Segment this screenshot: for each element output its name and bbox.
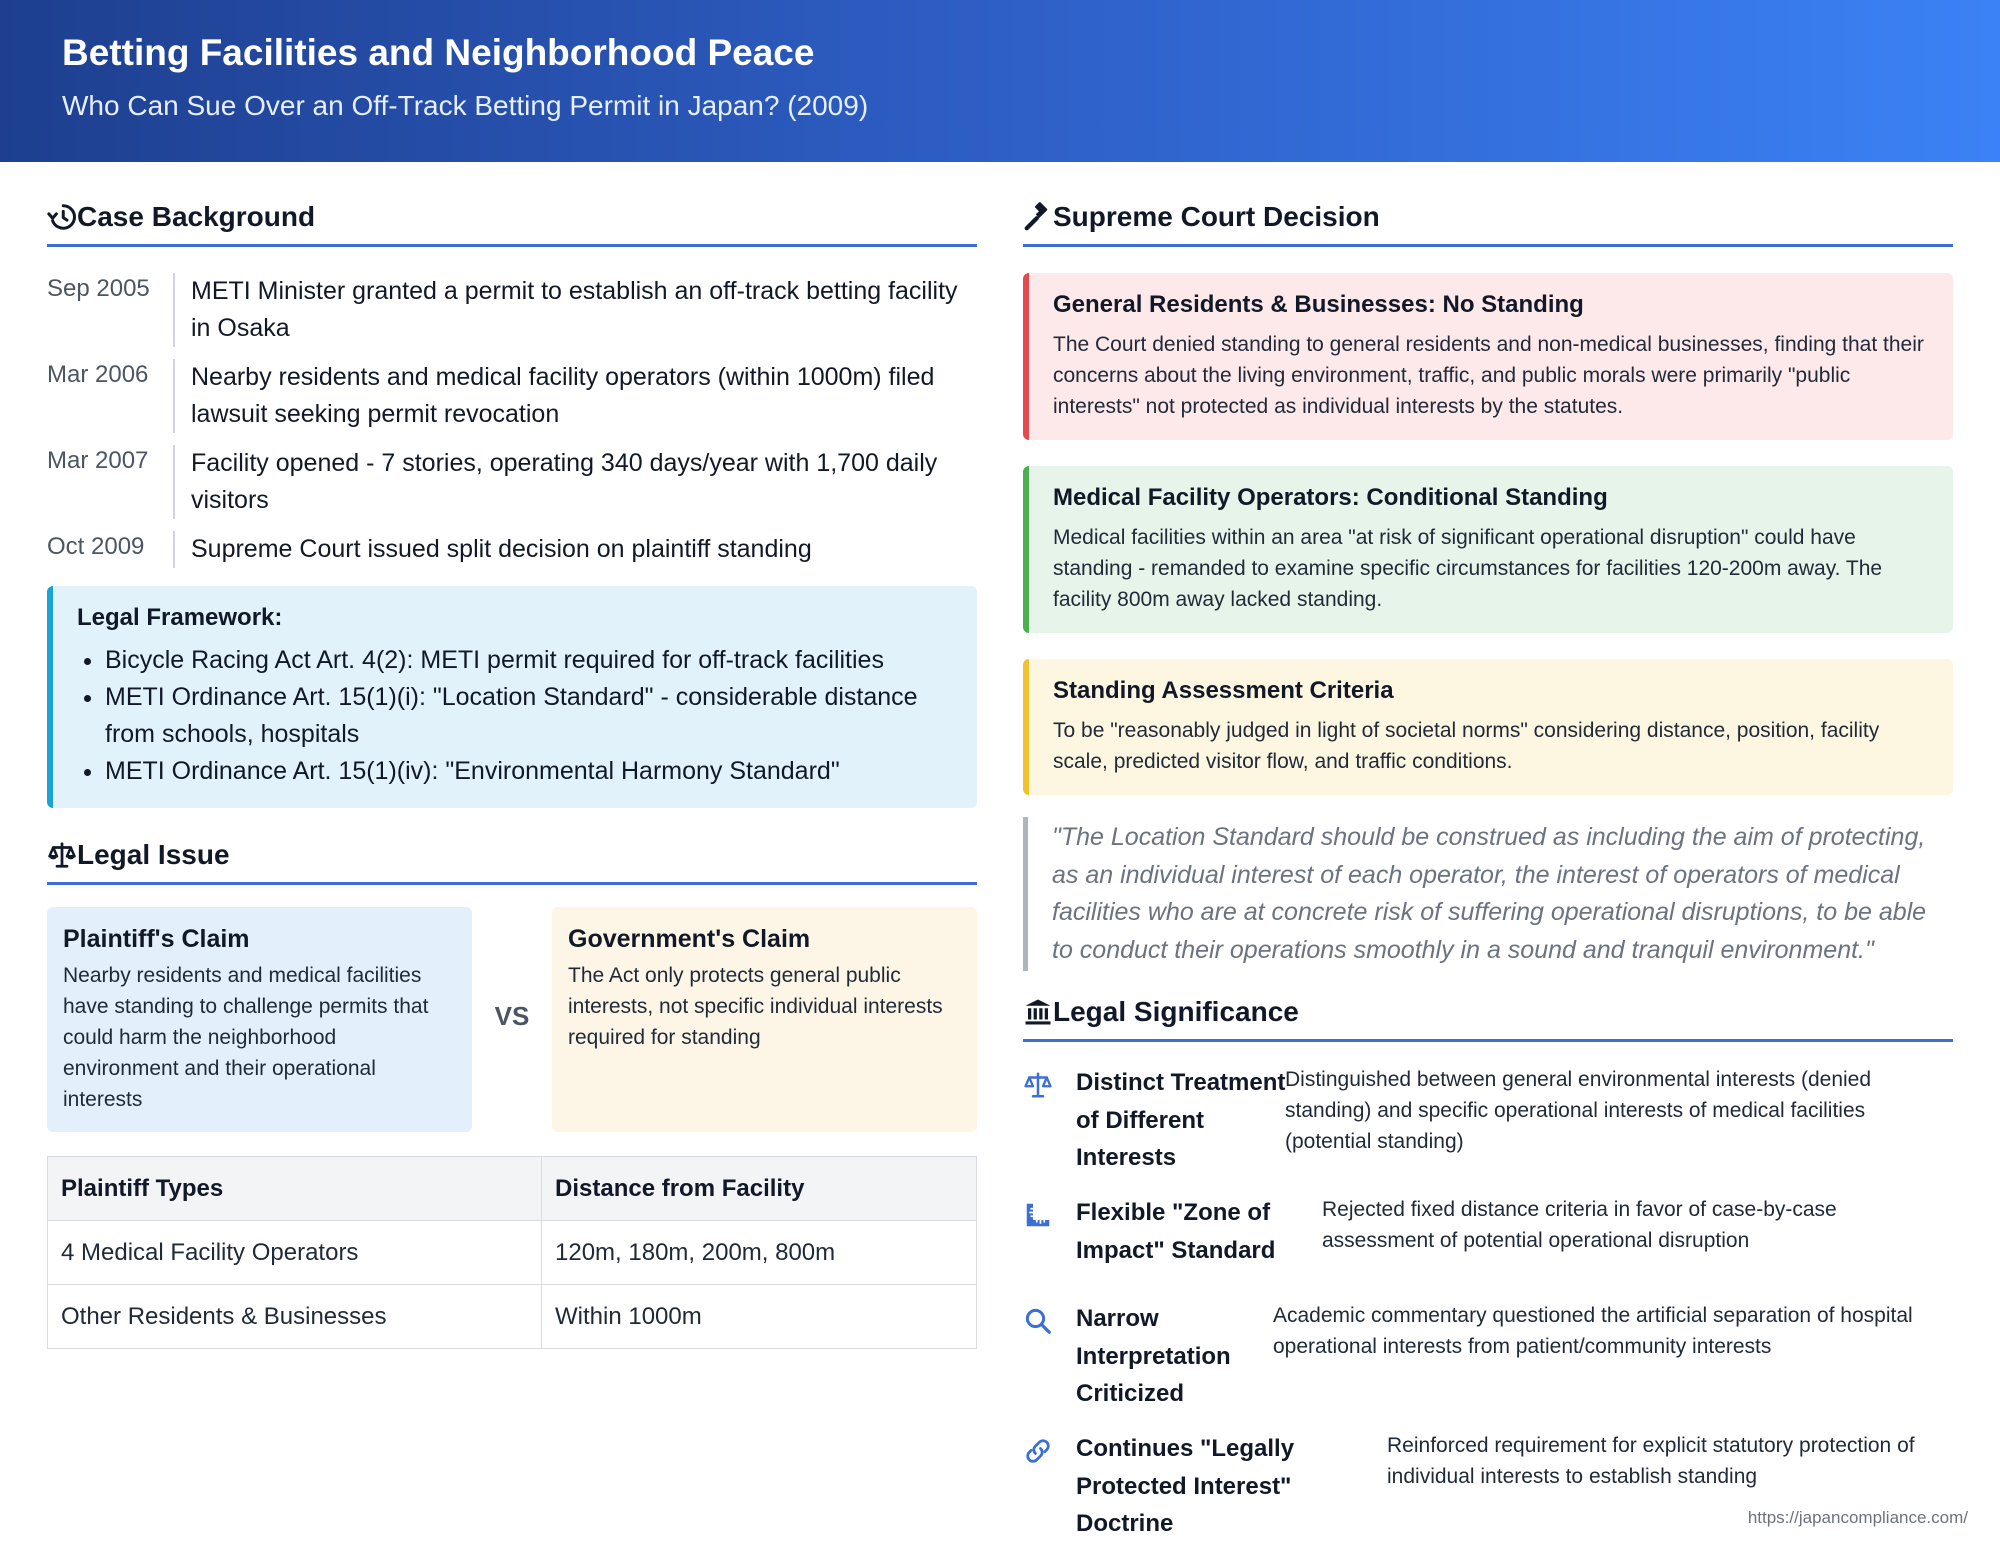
significance-item [1023,1064,1953,1176]
significance-text: Distinguished between general environmental interests (denied standing) and specific operational interests of medical facilities (potential standing) [1285,1068,1872,1153]
list-item: • METI Ordinance Art. 15(1)(iv): "Environmental Harmony Standard" [105,753,953,790]
case-background-heading [47,196,977,247]
left-column [47,196,977,1349]
timeline-item [47,531,977,568]
list-item: • Bicycle Racing Act Art. 4(2): METI permit required for off-track facilities [105,642,953,679]
ruler-icon [1023,1200,1053,1230]
plaintiff-claim-title: Plaintiff's Claim [63,925,250,953]
decision-card-title: Standing Assessment Criteria [1053,677,1394,704]
court-quote: "The Location Standard should be construed as including the aim of protecting, as an individual interest of each operator, the interest of operators of medical facilities who are at concrete risk of suffering operational disruptions, to be able to conduct their operations smoothly in a sound and tranquil environment." [1023,817,1953,971]
page-subtitle: Who Can Sue Over an Off-Track Betting Permit in Japan? (2009) [62,90,869,121]
decision-card-text: To be "reasonably judged in light of societal norms" considering distance, position, facility scale, predicted visitor flow, and traffic conditions. [1053,719,1880,773]
table-cell: Within 1000m [542,1285,977,1349]
section-title: Legal Significance [1053,996,1299,1027]
legal-issue-heading [47,834,977,885]
balance-icon [1023,1070,1053,1100]
timeline-text: Supreme Court issued split decision on plaintiff standing [173,531,977,568]
scales-icon [47,840,77,870]
section-title: Case Background [77,201,316,232]
government-claim-text: The Act only protects general public interests, not specific individual interests required for standing [568,964,943,1049]
decision-card-conditional-standing [1023,466,1953,633]
decision-card-text: The Court denied standing to general residents and non-medical businesses, finding that their concerns about the living environment, traffic, and public morals were primarily "public interests" not protected as individual interests by the statutes. [1053,333,1924,418]
significance-text: Academic commentary questioned the artificial separation of hospital operational interests from patient/community interests [1273,1304,1913,1358]
search-icon [1023,1306,1053,1336]
section-title: Legal Issue [77,839,230,870]
table-header-row [48,1157,977,1221]
history-icon [47,202,77,232]
versus-label: VS [494,1001,530,1031]
table-header: Distance from Facility [542,1157,977,1221]
plaintiff-types-table [47,1156,977,1349]
table-cell: 4 Medical Facility Operators [48,1221,542,1285]
legal-framework-box [47,586,977,808]
timeline-date: Sep 2005 [47,275,150,302]
right-column [1023,196,1953,1537]
supreme-court-decision-heading [1023,196,1953,247]
section-title: Supreme Court Decision [1053,201,1380,232]
page-title: Betting Facilities and Neighborhood Peace [62,32,815,73]
legal-significance-heading [1023,991,1953,1042]
decision-card-title: Medical Facility Operators: Conditional Standing [1053,484,1608,511]
table-cell: Other Residents & Businesses [48,1285,542,1349]
significance-item [1023,1300,1953,1412]
timeline-item [47,273,977,347]
plaintiff-claim-card [47,907,472,1132]
government-claim-card [552,907,977,1132]
timeline-text: METI Minister granted a permit to establish an off-track betting facility in Osaka [173,273,977,347]
legal-framework-list [77,642,953,790]
table-row [48,1285,977,1349]
significance-text: Rejected fixed distance criteria in favor of case-by-case assessment of potential operational disruption [1322,1198,1837,1252]
link-icon [1023,1436,1053,1466]
significance-title: Distinct Treatment of Different Interests [1076,1069,1286,1171]
government-claim-title: Government's Claim [568,925,811,953]
footer-url: https://japancompliance.com/ [1747,1508,1968,1527]
decision-card-criteria [1023,659,1953,795]
table-cell: 120m, 180m, 200m, 800m [542,1221,977,1285]
timeline-date: Mar 2007 [47,447,149,474]
timeline-item [47,359,977,433]
significance-title: Flexible "Zone of Impact" Standard [1076,1199,1276,1264]
gavel-icon [1023,202,1053,232]
decision-card-text: Medical facilities within an area "at risk of significant operational disruption" could have standing - remanded to examine specific circumstances for facilities 120-200m away. The facility 800m away lacked standing. [1053,526,1883,611]
significance-text: Reinforced requirement for explicit statutory protection of individual interests to establish standing [1387,1434,1915,1488]
landmark-icon [1023,997,1053,1027]
page-header [0,0,2000,162]
decision-card-no-standing [1023,273,1953,440]
decision-card-title: General Residents & Businesses: No Standing [1053,291,1584,318]
timeline-text: Facility opened - 7 stories, operating 340 days/year with 1,700 daily visitors [173,445,977,519]
plaintiff-claim-text: Nearby residents and medical facilities have standing to challenge permits that could harm the neighborhood environment and their operational interests [63,964,429,1111]
timeline-date: Oct 2009 [47,533,145,560]
table-row [48,1221,977,1285]
timeline [47,273,977,568]
significance-title: Continues "Legally Protected Interest" Doctrine [1076,1435,1295,1537]
list-item: • METI Ordinance Art. 15(1)(i): "Location Standard" - considerable distance from schools, hospitals [105,679,953,753]
claims-comparison [47,907,977,1132]
timeline-text: Nearby residents and medical facility operators (within 1000m) filed lawsuit seeking permit revocation [173,359,977,433]
legal-framework-title: Legal Framework: [77,604,283,631]
timeline-item [47,445,977,519]
timeline-date: Mar 2006 [47,361,149,388]
significance-title: Narrow Interpretation Criticized [1076,1305,1231,1407]
significance-item [1023,1194,1953,1282]
table-header: Plaintiff Types [48,1157,542,1221]
